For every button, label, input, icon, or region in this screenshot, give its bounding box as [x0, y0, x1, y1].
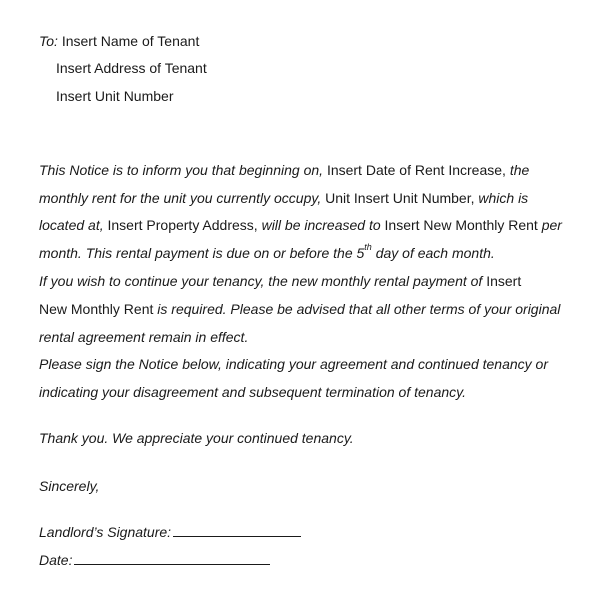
- body-text: If you wish to continue your tenancy, the new monthly rental payment of: [39, 273, 483, 289]
- date-line: [39, 550, 270, 570]
- sincerely-line: Sincerely,: [39, 478, 100, 494]
- body-text: day of each month.: [375, 245, 495, 261]
- thank-you-line: Thank you. We appreciate your continued tenancy.: [39, 430, 354, 446]
- ordinal-suffix: th: [364, 242, 372, 253]
- body-line: [39, 160, 529, 180]
- body-text: per: [541, 217, 562, 233]
- body-line: indicating your disagreement and subsequent termination of tenancy.: [39, 384, 467, 400]
- tenant-name: Insert Name of Tenant: [61, 33, 200, 49]
- placeholder-text: Insert New Monthly Rent: [384, 217, 538, 233]
- body-text: will be increased to: [261, 217, 381, 233]
- body-line: rental agreement remain in effect.: [39, 329, 249, 345]
- placeholder-text: New Monthly Rent: [39, 301, 154, 317]
- body-line: [39, 299, 560, 319]
- body-text: monthly rent for the unit you currently occupy,: [39, 190, 322, 206]
- body-line: [39, 215, 562, 235]
- signature-line: [39, 522, 301, 542]
- signature-label: Landlord’s Signature:: [39, 524, 172, 540]
- body-text: located at,: [39, 217, 104, 233]
- to-label: To:: [39, 33, 58, 49]
- date-field[interactable]: [74, 550, 270, 565]
- placeholder-text: Unit Insert Unit Number,: [325, 190, 475, 206]
- signature-field[interactable]: [173, 522, 301, 537]
- body-text: This Notice is to inform you that beginning on,: [39, 162, 324, 178]
- body-line: [39, 271, 521, 291]
- placeholder-text: Insert Date of Rent Increase,: [326, 162, 506, 178]
- date-label: Date:: [39, 552, 73, 568]
- placeholder-text: Insert Property Address,: [107, 217, 258, 233]
- body-text: the: [509, 162, 530, 178]
- body-line: Please sign the Notice below, indicating your agreement and continued tenancy or: [39, 356, 548, 372]
- body-line: [39, 188, 528, 208]
- placeholder-text: Insert: [486, 273, 522, 289]
- tenant-unit: Insert Unit Number: [56, 88, 174, 104]
- body-line: [39, 243, 495, 263]
- body-text: is required. Please be advised that all other terms of your original: [157, 301, 561, 317]
- tenant-address: Insert Address of Tenant: [56, 60, 207, 76]
- recipient-name-line: [39, 31, 199, 51]
- body-text: month. This rental payment is due on or before the 5: [39, 245, 365, 261]
- body-text: which is: [478, 190, 529, 206]
